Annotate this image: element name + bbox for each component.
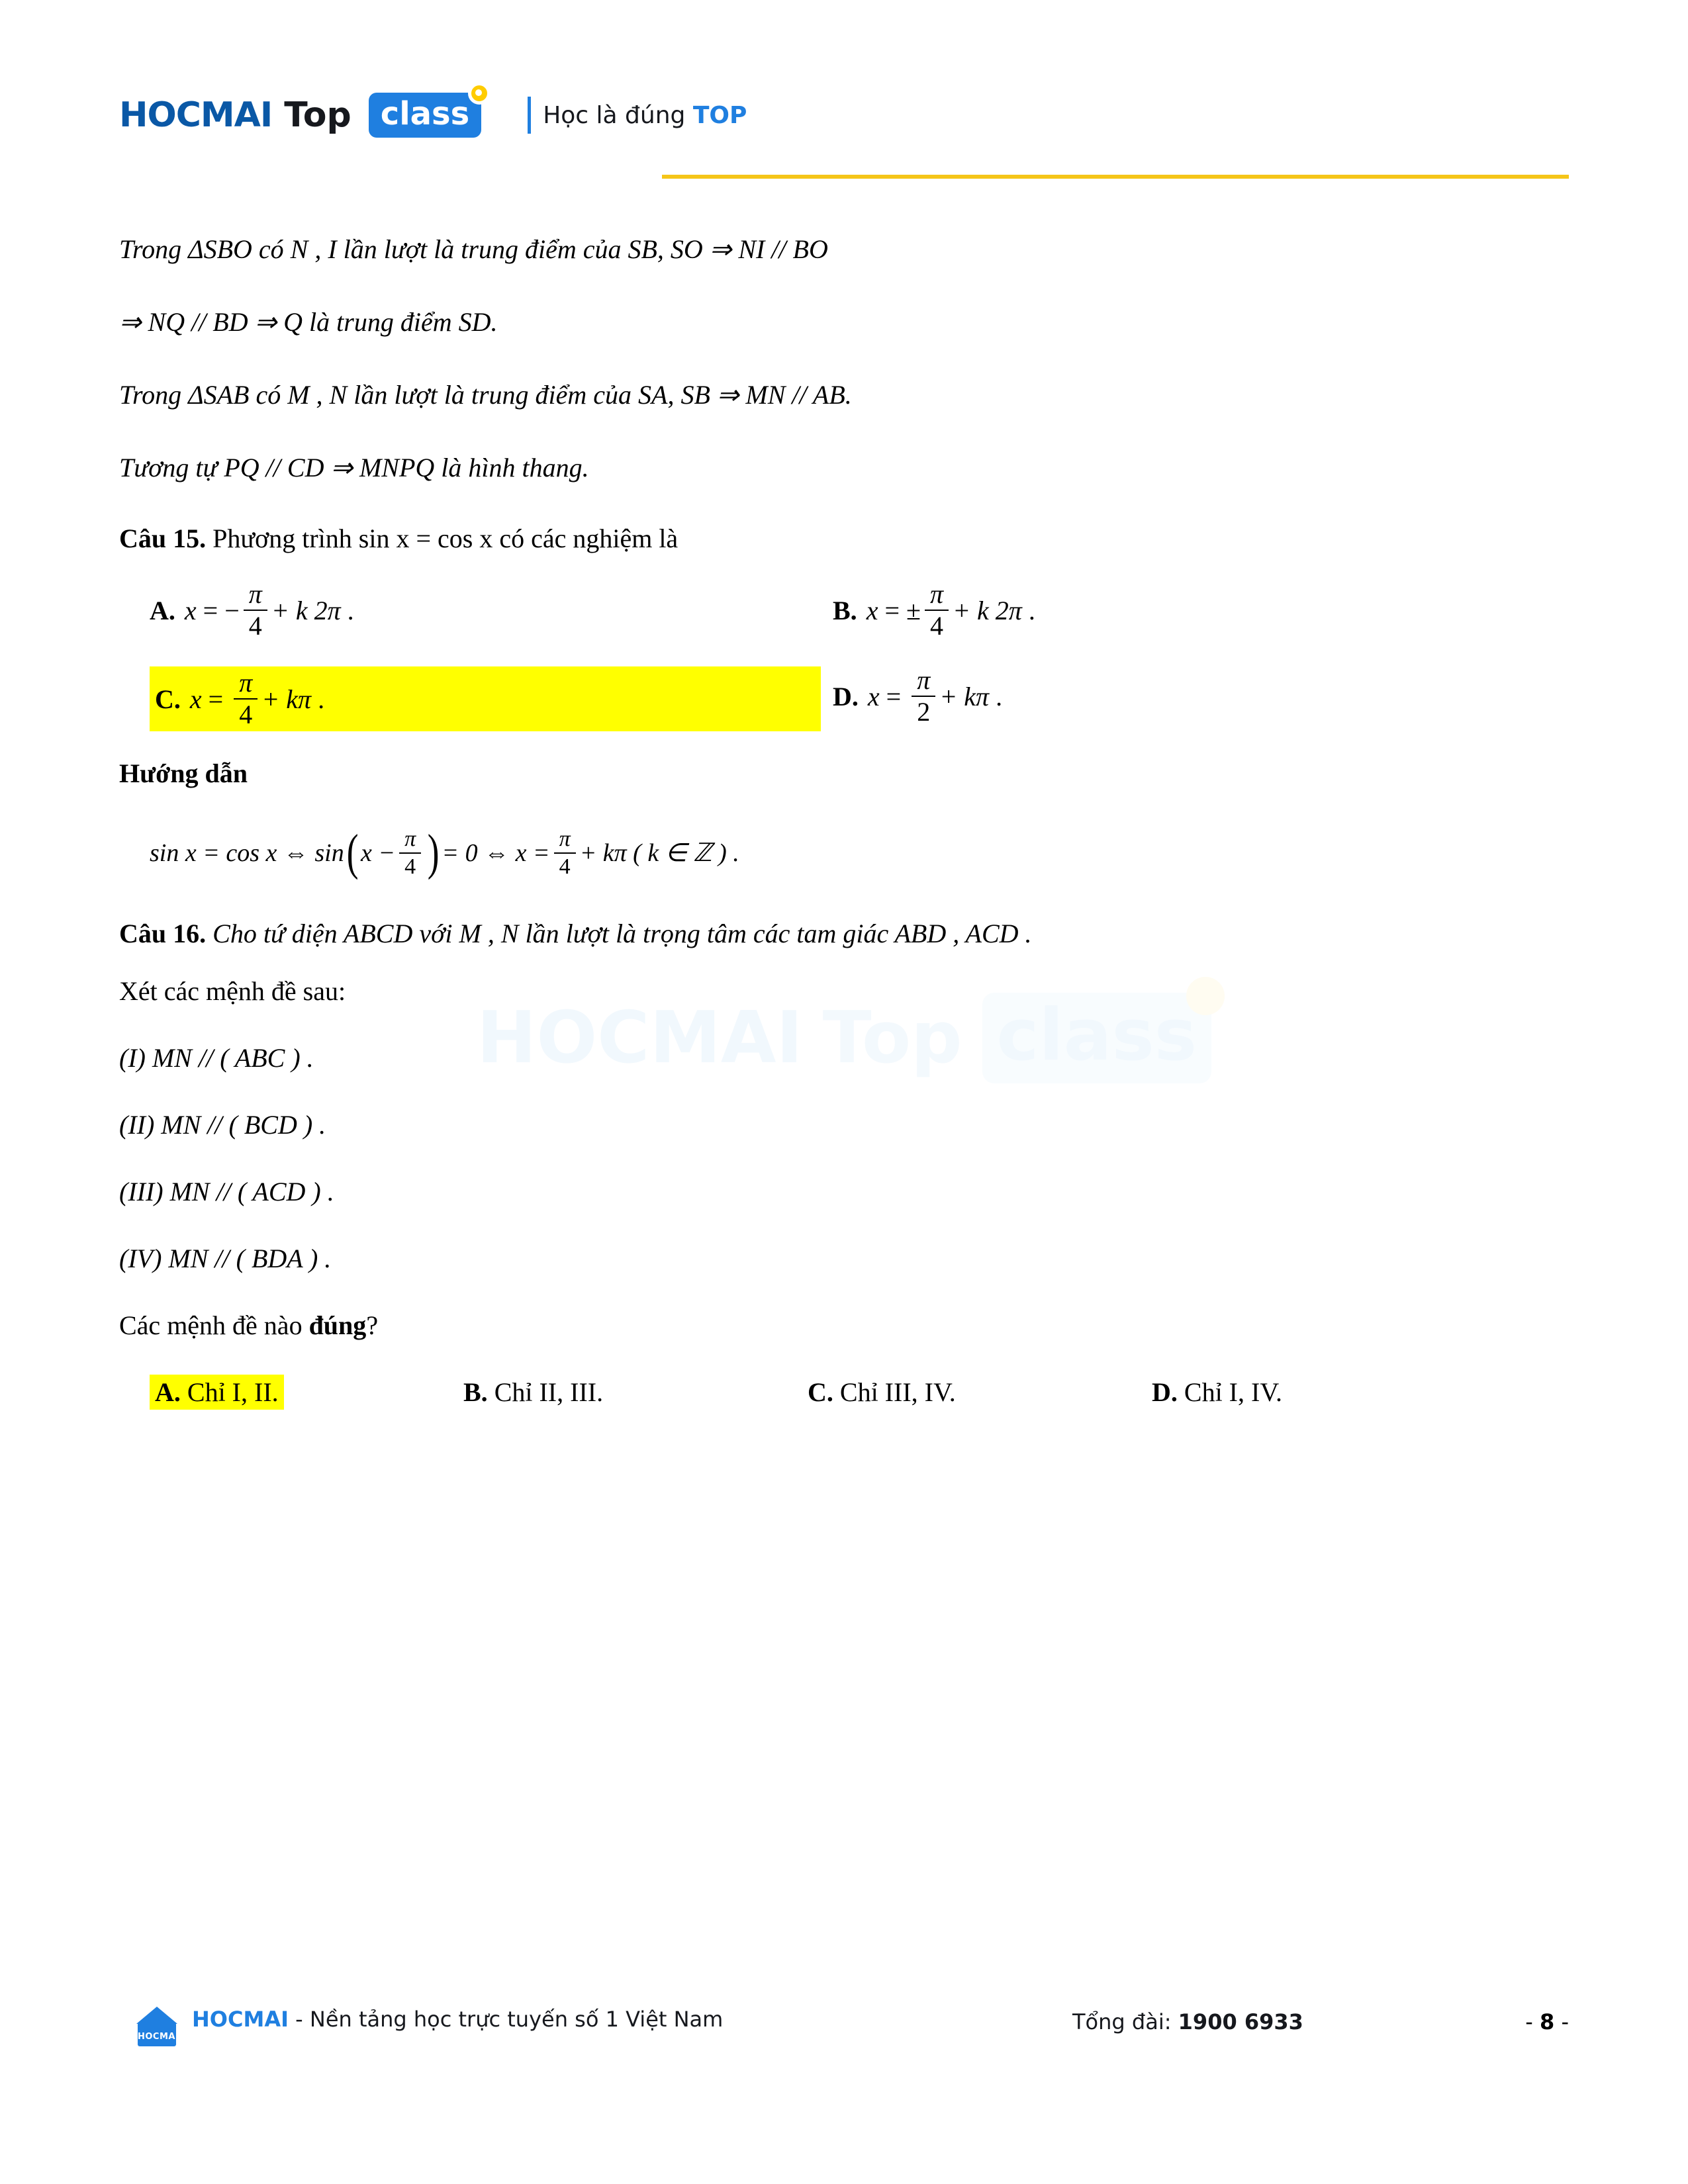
- option-d-16[interactable]: [1152, 1377, 1282, 1407]
- footer-logo-text: HOCMAI: [138, 2032, 179, 2042]
- option-d-15-denominator: 2: [917, 697, 931, 727]
- footer-page-prefix: -: [1525, 2009, 1540, 2034]
- footer-page-number: [1525, 2009, 1569, 2034]
- option-c-16-key: C.: [808, 1377, 833, 1408]
- option-b-15-x: x: [866, 595, 878, 625]
- option-b-15[interactable]: [833, 580, 1523, 640]
- logo-class-text: class: [369, 93, 481, 138]
- option-c-16-label: Chỉ III, IV.: [839, 1377, 956, 1408]
- statement-iii: (III) MN // ( ACD ) .: [119, 1177, 334, 1207]
- page-header: [119, 93, 1569, 192]
- statement-ii: (II) MN // ( BCD ) .: [119, 1110, 326, 1140]
- option-c-15-cell: [119, 666, 821, 731]
- option-c-15[interactable]: [150, 666, 821, 731]
- header-tagline: [528, 97, 747, 134]
- option-c-15-denominator: 4: [239, 700, 253, 729]
- option-c-16[interactable]: [808, 1377, 956, 1407]
- solution-inner-denominator: 4: [404, 854, 416, 879]
- option-b-15-key: B.: [833, 595, 857, 625]
- statement-i: (I) MN // ( ABC ) .: [119, 1043, 314, 1073]
- logo-top-text: Top: [284, 95, 352, 135]
- option-b-15-dot: .: [1028, 595, 1035, 625]
- question-16-prompt-prefix: Các mệnh đề nào: [119, 1310, 309, 1341]
- option-a-16-key: A.: [155, 1377, 181, 1408]
- brand-logo: [119, 93, 1569, 138]
- logo-dot-icon: [468, 82, 491, 105]
- option-d-15-eq: =: [886, 681, 902, 711]
- option-d-15-numerator: π: [912, 666, 935, 697]
- solution-paren-close: ): [427, 824, 440, 880]
- option-b-15-fraction: [925, 580, 949, 640]
- page-footer: [132, 2005, 1569, 2085]
- option-b-15-eq: =: [884, 595, 900, 625]
- option-d-16-cell: [1152, 1377, 1496, 1408]
- option-a-15-tail: + k 2π: [271, 595, 341, 625]
- question-16: [119, 918, 1569, 949]
- option-d-15[interactable]: [833, 666, 1523, 726]
- logo-class-badge: [369, 93, 481, 138]
- option-d-15-dot: .: [996, 681, 1003, 711]
- solution-formula: [150, 824, 1569, 880]
- option-c-15-numerator: π: [234, 669, 258, 700]
- option-d-15-fraction: [912, 666, 935, 726]
- option-d-16-label: Chỉ I, IV.: [1184, 1377, 1283, 1408]
- option-row-1: [119, 580, 1569, 640]
- solution-inner-fraction: [399, 827, 421, 878]
- option-b-15-sign: ±: [906, 595, 921, 625]
- option-a-15-key: A.: [150, 595, 175, 625]
- option-a-15-numerator: π: [244, 580, 267, 611]
- solution-part-1: sin x = cos x ⇔ sin: [150, 839, 344, 867]
- footer-tagline: [192, 2005, 723, 2034]
- solution-result-numerator: π: [554, 827, 576, 854]
- question-16-label: Câu 16.: [119, 919, 207, 949]
- option-a-16[interactable]: [150, 1375, 284, 1410]
- option-c-15-dot: .: [318, 684, 325, 714]
- question-15-text: Phương trình sin x = cos x có các nghiệm là: [212, 523, 679, 553]
- proof-line-4: Tương tự PQ // CD ⇒ MNPQ là hình thang.: [119, 453, 589, 482]
- option-c-15-x: x: [189, 684, 202, 714]
- question-16-subtitle: Xét các mệnh đề sau:: [119, 976, 346, 1007]
- solution-result-fraction: [554, 827, 576, 878]
- question-15-options: [119, 580, 1569, 731]
- solution-heading: Hướng dẫn: [119, 758, 248, 788]
- option-b-15-denominator: 4: [929, 611, 943, 641]
- solution-inner-x: x −: [361, 839, 396, 867]
- watermark-class-text: class: [996, 994, 1197, 1077]
- option-b-15-cell: [821, 580, 1523, 640]
- option-b-16[interactable]: [463, 1377, 603, 1407]
- logo-hocmai-text: HOCMAI: [119, 95, 273, 135]
- footer-hotline-number: 1900 6933: [1178, 2009, 1303, 2034]
- option-c-15-tail: + kπ: [261, 684, 312, 714]
- solution-part-2: = 0 ⇔ x =: [442, 839, 550, 867]
- question-15: [119, 523, 1569, 554]
- option-a-15-eq: =: [203, 595, 218, 625]
- option-d-15-cell: [821, 666, 1523, 726]
- option-a-15-x: x: [184, 595, 197, 625]
- footer-hotline-label: Tổng đài:: [1072, 2009, 1178, 2034]
- option-d-15-x: x: [867, 681, 880, 711]
- option-c-15-key: C.: [155, 684, 181, 714]
- watermark-top: Top: [822, 997, 962, 1079]
- option-d-15-tail: + kπ: [939, 681, 990, 711]
- proof-line-1: Trong ΔSBO có N , I lần lượt là trung điểm của SB, SO ⇒ NI // BO: [119, 234, 828, 264]
- option-b-16-label: Chỉ II, III.: [494, 1377, 604, 1408]
- question-16-text: Cho tứ diện ABCD với M , N lần lượt là trọng tâm các tam giác ABD , ACD .: [212, 919, 1032, 949]
- question-16-prompt-bold: đúng: [308, 1310, 367, 1341]
- question-16-prompt: [119, 1310, 1569, 1341]
- footer-hotline: [1072, 2009, 1303, 2034]
- option-d-16-key: D.: [1152, 1377, 1178, 1408]
- option-b-16-cell: [463, 1377, 808, 1408]
- solution-inner-numerator: π: [399, 827, 421, 854]
- statement-iv: (IV) MN // ( BDA ) .: [119, 1244, 332, 1274]
- option-a-16-cell: [119, 1377, 463, 1408]
- header-divider: [662, 175, 1569, 179]
- solution-paren-open: (: [346, 824, 359, 880]
- tagline-highlight: TOP: [692, 101, 747, 129]
- proof-line-3: Trong ΔSAB có M , N lần lượt là trung điểm của SA, SB ⇒ MN // AB.: [119, 380, 852, 410]
- option-b-15-numerator: π: [925, 580, 949, 611]
- question-15-label: Câu 15.: [119, 523, 207, 553]
- footer-tagline-text: - Nền tảng học trực tuyến số 1 Việt Nam: [288, 2007, 724, 2032]
- option-a-15-cell: [119, 580, 821, 640]
- proof-line-2: ⇒ NQ // BD ⇒ Q là trung điểm SD.: [119, 307, 498, 337]
- option-c-15-fraction: [234, 669, 258, 729]
- option-a-15-sign: −: [224, 595, 240, 625]
- option-d-15-key: D.: [833, 681, 859, 711]
- footer-page-value: 8: [1540, 2009, 1555, 2034]
- option-a-15-dot: .: [347, 595, 354, 625]
- document-content: [119, 232, 1569, 1408]
- option-c-16-cell: [808, 1377, 1152, 1408]
- option-a-15[interactable]: [150, 580, 821, 640]
- footer-page-suffix: -: [1554, 2009, 1569, 2034]
- option-b-15-tail: + k 2π: [953, 595, 1022, 625]
- solution-result-denominator: 4: [559, 854, 571, 879]
- tagline-prefix: Học là đúng: [543, 101, 693, 129]
- solution-part-3: + kπ ( k ∈ ℤ ) .: [579, 839, 739, 868]
- option-b-16-key: B.: [463, 1377, 488, 1408]
- footer-brand: HOCMAI: [192, 2007, 289, 2032]
- option-a-15-fraction: [244, 580, 267, 640]
- option-row-2: [119, 666, 1569, 731]
- option-a-16-label: Chỉ I, II.: [187, 1377, 279, 1408]
- question-16-options: [119, 1377, 1569, 1408]
- footer-logo-icon: [132, 2005, 181, 2049]
- tagline-text: [543, 102, 747, 129]
- option-a-15-denominator: 4: [248, 611, 262, 641]
- question-16-prompt-suffix: ?: [366, 1310, 379, 1341]
- option-c-15-eq: =: [208, 684, 224, 714]
- watermark-hocmai: HOCMAI: [476, 997, 803, 1079]
